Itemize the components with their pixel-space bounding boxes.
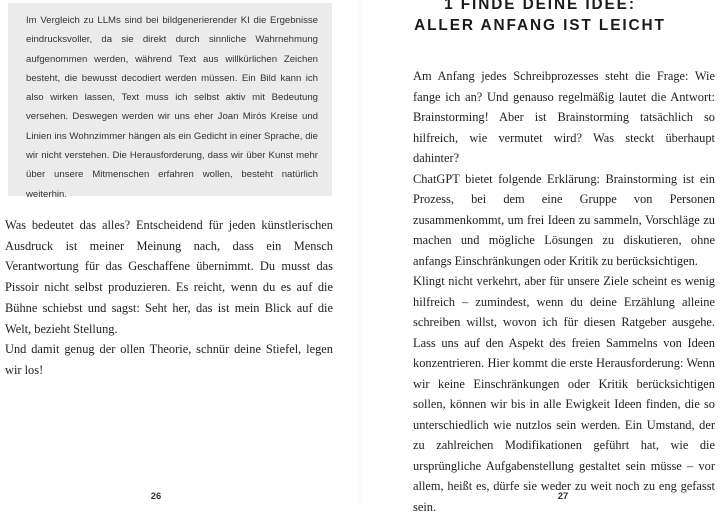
paragraph: ChatGPT bietet folgende Erklärung: Brainstorming ist ein Prozess, bei dem eine Gruppe von Personen zusammenkommt, um frei Ideen zu sammeln, Vorschläge zu machen und mögliche Lösungen zu diskutieren, ohne anfangs Einschränkungen oder Kritik zu berücksichtigen. [413, 171, 715, 268]
chapter-title-line-2: ALLER ANFANG IST LEICHT [414, 17, 666, 34]
paragraph: Am Anfang jedes Schreibprozesses steht die Frage: Wie fange ich an? Und genauso regelmäßig lautet die Antwort: Brainstorming! Aber ist Brainstorming tatsächlich so hilfreich, wie vermutet wird? Was steckt überhaupt dahinter? [413, 69, 715, 165]
left-body-text [5, 215, 333, 381]
paragraph: Was bedeutet das alles? Entscheidend für jeden künstlerischen Ausdruck ist meiner Meinung nach, dass ein Mensch Verantwortung für das Geschaffene übernimmt. Du musst das Pissoir nicht selbst produzieren. Es reicht, wenn du es auf die Bühne schiebst und sagst: Seht her, das ist mein Blick auf die Welt, bezieht Stellung. [5, 218, 333, 336]
info-callout-box [8, 3, 332, 200]
chapter-title [360, 0, 720, 36]
page-number-right: 27 [557, 491, 569, 502]
page-number-left: 26 [150, 491, 162, 502]
paragraph: Klingt nicht verkehrt, aber für unsere Ziele scheint es wenig hilfreich – zumindest, wenn du deine Erzählung alleine schreiben willst, wovon ich für diesen Ratgeber ausgehe. Lass uns auf den Aspekt des freien Sammelns von Ideen konzentrieren. Hier kommt die erste Herausforderung: Wenn wir keine Einschränkungen oder Kritik berücksichtigen sollen, können wir bis in alle Ewigkeit Ideen finden, die so unterschiedlich wie nutzlos sein werden. Ein Umstand, der zu zahlreichen Modifikationen geführt hat, wie die ursprüngliche Aufgabenstellung gestaltet sein müsse – vor allem, heißt es, dürfe sie weder zu weit noch zu eng gefasst sein. [413, 274, 715, 514]
left-page [0, 0, 360, 505]
right-body-text [413, 66, 715, 517]
right-page [360, 0, 720, 514]
callout-text: Im Vergleich zu LLMs sind bei bildgenerierender KI die Ergebnisse eindrucksvoller, da sie direkt durch sinnliche Wahrnehmung aufgenommen werden, während Text aus willkürlichen Zeichen besteht, die bewusst decodiert werden müssen. Ein Bild kann ich also wirken lassen, Text muss ich selbst aktiv mit Bedeutung versehen. Deswegen werden wir uns eher Joan Mirós Kreise und Linien ins Wohnzimmer hängen als ein Gedicht in einer Sprache, die wir nicht verstehen. Die Herausforderung, dass wir über Kunst mehr über unsere Mitmenschen erfahren wollen, besteht natürlich weiterhin. [26, 15, 318, 200]
chapter-title-line-1: 1 FINDE DEINE IDEE: [444, 0, 636, 13]
paragraph: Und damit genug der ollen Theorie, schnür deine Stiefel, legen wir los! [5, 342, 333, 377]
